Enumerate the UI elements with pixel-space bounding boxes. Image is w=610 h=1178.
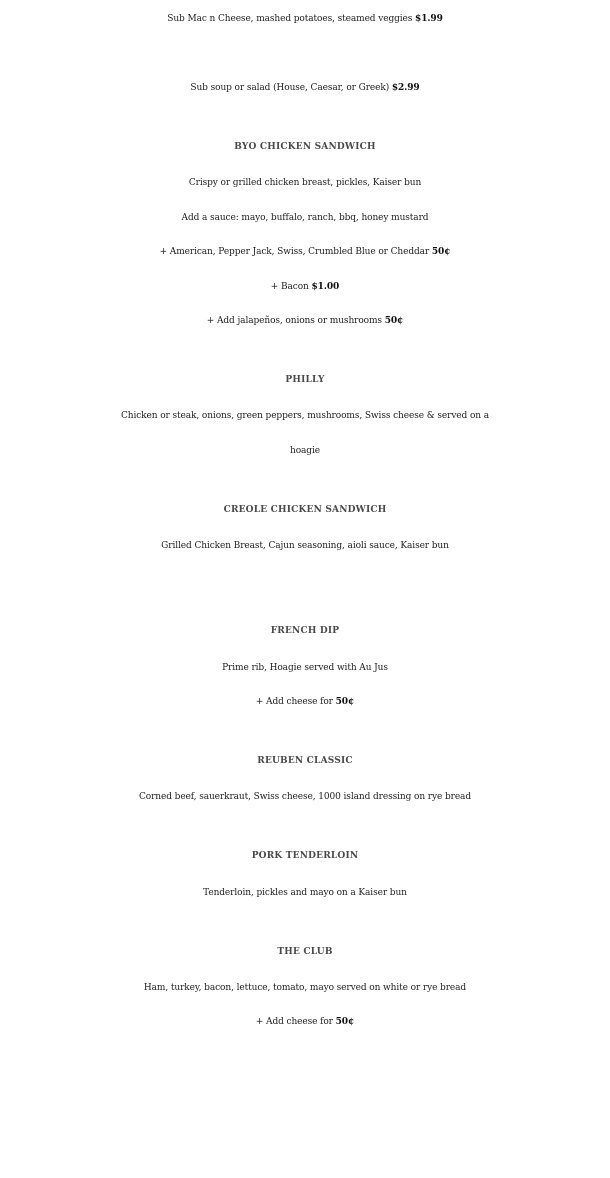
pork-description: Tenderloin, pickles and mayo on a Kaiser bun [203, 888, 407, 898]
section-title-reuben: REUBEN CLASSIC [257, 756, 353, 766]
creole-description: Grilled Chicken Breast, Cajun seasoning, aioli sauce, Kaiser bun [161, 541, 449, 551]
side-sub-soup-price: $2.99 [391, 83, 420, 93]
club-addon-text: + Add cheese for [255, 1017, 336, 1027]
club-addon [0, 1013, 610, 1031]
section-title-french-dip: FRENCH DIP [270, 626, 340, 636]
french-dip-description: Prime rib, Hoagie served with Au Jus [222, 663, 388, 673]
reuben-description: Corned beef, sauerkraut, Swiss cheese, 1000 island dressing on rye bread [139, 792, 471, 802]
byo-extras-text: + Add jalapeños, onions or mushrooms [206, 316, 385, 326]
byo-description: Crispy or grilled chicken breast, pickles, Kaiser bun [188, 178, 422, 188]
club-description: Ham, turkey, bacon, lettuce, tomato, mayo served on white or rye bread [143, 983, 467, 993]
byo-cheese-price: 50¢ [431, 247, 451, 257]
byo-bacon-price: $1.00 [311, 282, 340, 292]
section-title-creole: CREOLE CHICKEN SANDWICH [223, 505, 387, 515]
side-sub-mac-text: Sub Mac n Cheese, mashed potatoes, steamed veggies [167, 14, 416, 24]
byo-bacon-addon [0, 278, 610, 296]
philly-description-line1: Chicken or steak, onions, green peppers, mushrooms, Swiss cheese & served on a [120, 411, 490, 421]
side-sub-soup [0, 79, 610, 97]
byo-sauce: Add a sauce: mayo, buffalo, ranch, bbq, honey mustard [181, 213, 429, 223]
byo-extras-price: 50¢ [384, 316, 404, 326]
byo-cheese-text: + American, Pepper Jack, Swiss, Crumbled Blue or Cheddar [159, 247, 432, 257]
section-title-club: THE CLUB [277, 947, 333, 957]
french-dip-addon-price: 50¢ [335, 697, 355, 707]
french-dip-addon-text: + Add cheese for [255, 697, 336, 707]
philly-description-line2: hoagie [290, 446, 320, 456]
section-title-byo: BYO CHICKEN SANDWICH [234, 142, 376, 152]
section-title-pork: PORK TENDERLOIN [251, 851, 359, 861]
byo-cheese-addon [0, 243, 610, 261]
byo-extras-addon [0, 312, 610, 330]
french-dip-addon [0, 693, 610, 711]
byo-bacon-text: + Bacon [270, 282, 312, 292]
section-title-philly: PHILLY [285, 375, 325, 385]
side-sub-soup-text: Sub soup or salad (House, Caesar, or Greek) [190, 83, 392, 93]
club-addon-price: 50¢ [335, 1017, 355, 1027]
side-sub-mac [0, 10, 610, 28]
side-sub-mac-price: $1.99 [415, 14, 443, 24]
